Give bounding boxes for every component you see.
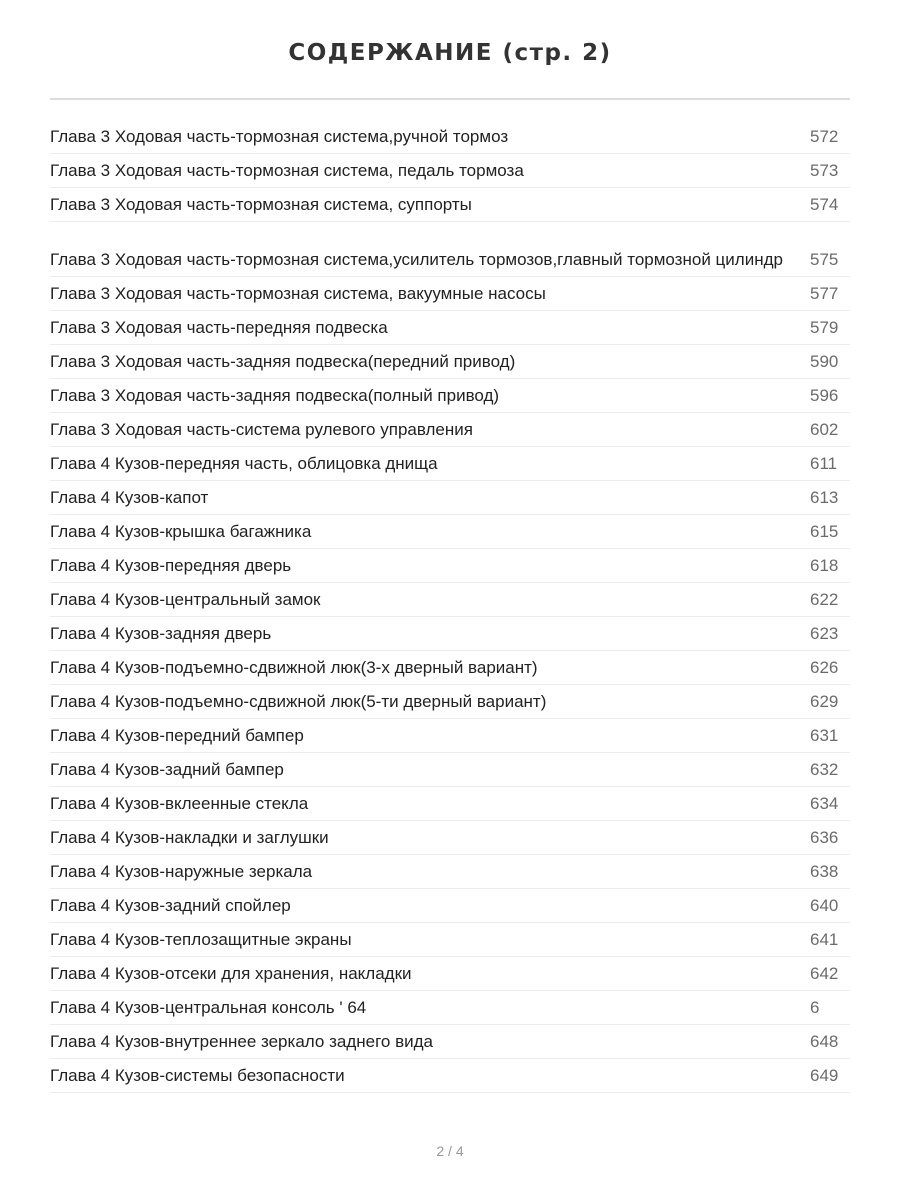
toc-entry-page: 602 <box>810 420 839 439</box>
toc-entry-page: 577 <box>810 284 839 303</box>
toc-entry-title: Глава 4 Кузов-передняя часть, облицовка днища <box>50 454 438 473</box>
toc-entry-page: 638 <box>810 862 839 881</box>
toc-entry-page: 642 <box>810 964 839 983</box>
toc-entry-page: 575 <box>810 250 839 269</box>
toc-entry-title: Глава 4 Кузов-передний бампер <box>50 726 304 745</box>
toc-entry[interactable] <box>50 583 850 617</box>
toc-entry-page: 623 <box>810 624 839 643</box>
toc-entry-title: Глава 4 Кузов-наружные зеркала <box>50 862 313 881</box>
toc-entry-page: 629 <box>810 692 839 711</box>
toc-entry[interactable] <box>50 413 850 447</box>
toc-entry-page: 572 <box>810 127 839 146</box>
toc-entry-page: 640 <box>810 896 839 915</box>
toc-entry[interactable] <box>50 1025 850 1059</box>
toc-entry-page: 649 <box>810 1066 839 1085</box>
toc-entry[interactable] <box>50 222 850 277</box>
toc-entry-title: Глава 4 Кузов-теплозащитные экраны <box>50 930 352 949</box>
toc-entry-page: 6 <box>810 998 820 1017</box>
toc-entry[interactable] <box>50 651 850 685</box>
toc-entry-title: Глава 4 Кузов-внутреннее зеркало заднего вида <box>50 1032 433 1051</box>
toc-entry-page: 579 <box>810 318 839 337</box>
toc-entry[interactable] <box>50 991 850 1025</box>
document-page <box>50 0 850 1200</box>
toc-entry-page: 622 <box>810 590 839 609</box>
toc-entry-title: Глава 4 Кузов-задняя дверь <box>50 624 272 643</box>
toc-entry[interactable] <box>50 154 850 188</box>
toc-entry[interactable] <box>50 719 850 753</box>
toc-entry-page: 573 <box>810 161 839 180</box>
toc-entry[interactable] <box>50 685 850 719</box>
toc-entry-page: 618 <box>810 556 839 575</box>
toc-entry-title: Глава 4 Кузов-вклеенные стекла <box>50 794 309 813</box>
toc-entry-title: Глава 4 Кузов-накладки и заглушки <box>50 828 329 847</box>
toc-entry[interactable] <box>50 481 850 515</box>
toc-entry-page: 648 <box>810 1032 839 1051</box>
table-of-contents <box>50 120 850 1093</box>
toc-entry[interactable] <box>50 787 850 821</box>
toc-entry-title: Глава 4 Кузов-системы безопасности <box>50 1066 345 1085</box>
toc-entry-page: 611 <box>810 454 838 473</box>
toc-entry-title: Глава 3 Ходовая часть-задняя подвеска(передний привод) <box>50 352 516 371</box>
toc-entry[interactable] <box>50 447 850 481</box>
toc-entry[interactable] <box>50 855 850 889</box>
toc-entry-title: Глава 4 Кузов-центральная консоль ' 64 <box>50 998 367 1017</box>
toc-entry[interactable] <box>50 277 850 311</box>
toc-entry-title: Глава 3 Ходовая часть-тормозная система,ручной тормоз <box>50 127 509 146</box>
toc-entry-page: 632 <box>810 760 839 779</box>
toc-entry[interactable] <box>50 821 850 855</box>
toc-entry-title: Глава 3 Ходовая часть-тормозная система, вакуумные насосы <box>50 284 546 303</box>
toc-entry[interactable] <box>50 515 850 549</box>
toc-entry-title: Глава 4 Кузов-крышка багажника <box>50 522 312 541</box>
toc-entry-title: Глава 4 Кузов-передняя дверь <box>50 556 292 575</box>
toc-entry[interactable] <box>50 120 850 154</box>
toc-entry-page: 641 <box>810 930 839 949</box>
toc-entry-title: Глава 4 Кузов-капот <box>50 488 209 507</box>
page-indicator: 2 / 4 <box>436 1143 464 1159</box>
toc-entry-page: 613 <box>810 488 839 507</box>
toc-entry-title: Глава 3 Ходовая часть-тормозная система, педаль тормоза <box>50 161 524 180</box>
toc-entry[interactable] <box>50 188 850 222</box>
toc-entry-title: Глава 3 Ходовая часть-система рулевого управления <box>50 420 473 439</box>
toc-entry-title: Глава 4 Кузов-задний спойлер <box>50 896 291 915</box>
toc-entry[interactable] <box>50 753 850 787</box>
toc-entry-title: Глава 3 Ходовая часть-тормозная система,усилитель тормозов,главный тормозной цилиндр <box>50 250 783 269</box>
toc-entry-page: 596 <box>810 386 839 405</box>
toc-entry[interactable] <box>50 311 850 345</box>
toc-entry-title: Глава 3 Ходовая часть-тормозная система, суппорты <box>50 195 472 214</box>
toc-entry-title: Глава 4 Кузов-отсеки для хранения, накладки <box>50 964 412 983</box>
toc-entry-page: 626 <box>810 658 839 677</box>
toc-entry-title: Глава 4 Кузов-подъемно-сдвижной люк(5-ти дверный вариант) <box>50 692 547 711</box>
toc-entry[interactable] <box>50 549 850 583</box>
toc-entry-title: Глава 4 Кузов-задний бампер <box>50 760 284 779</box>
toc-entry-title: Глава 4 Кузов-центральный замок <box>50 590 321 609</box>
toc-entry-page: 574 <box>810 195 839 214</box>
toc-entry-title: Глава 3 Ходовая часть-передняя подвеска <box>50 318 388 337</box>
page-title: СОДЕРЖАНИЕ (стр. 2) <box>288 40 612 66</box>
toc-entry-page: 634 <box>810 794 839 813</box>
title-divider <box>50 98 850 100</box>
toc-entry[interactable] <box>50 957 850 991</box>
toc-entry-page: 615 <box>810 522 839 541</box>
toc-entry-title: Глава 4 Кузов-подъемно-сдвижной люк(3-х дверный вариант) <box>50 658 538 677</box>
toc-entry[interactable] <box>50 1059 850 1093</box>
toc-entry-page: 631 <box>810 726 839 745</box>
toc-entry-page: 590 <box>810 352 839 371</box>
toc-entry-title: Глава 3 Ходовая часть-задняя подвеска(полный привод) <box>50 386 500 405</box>
toc-entry[interactable] <box>50 617 850 651</box>
toc-entry[interactable] <box>50 923 850 957</box>
toc-entry[interactable] <box>50 889 850 923</box>
toc-entry-page: 636 <box>810 828 839 847</box>
toc-entry[interactable] <box>50 345 850 379</box>
toc-entry[interactable] <box>50 379 850 413</box>
